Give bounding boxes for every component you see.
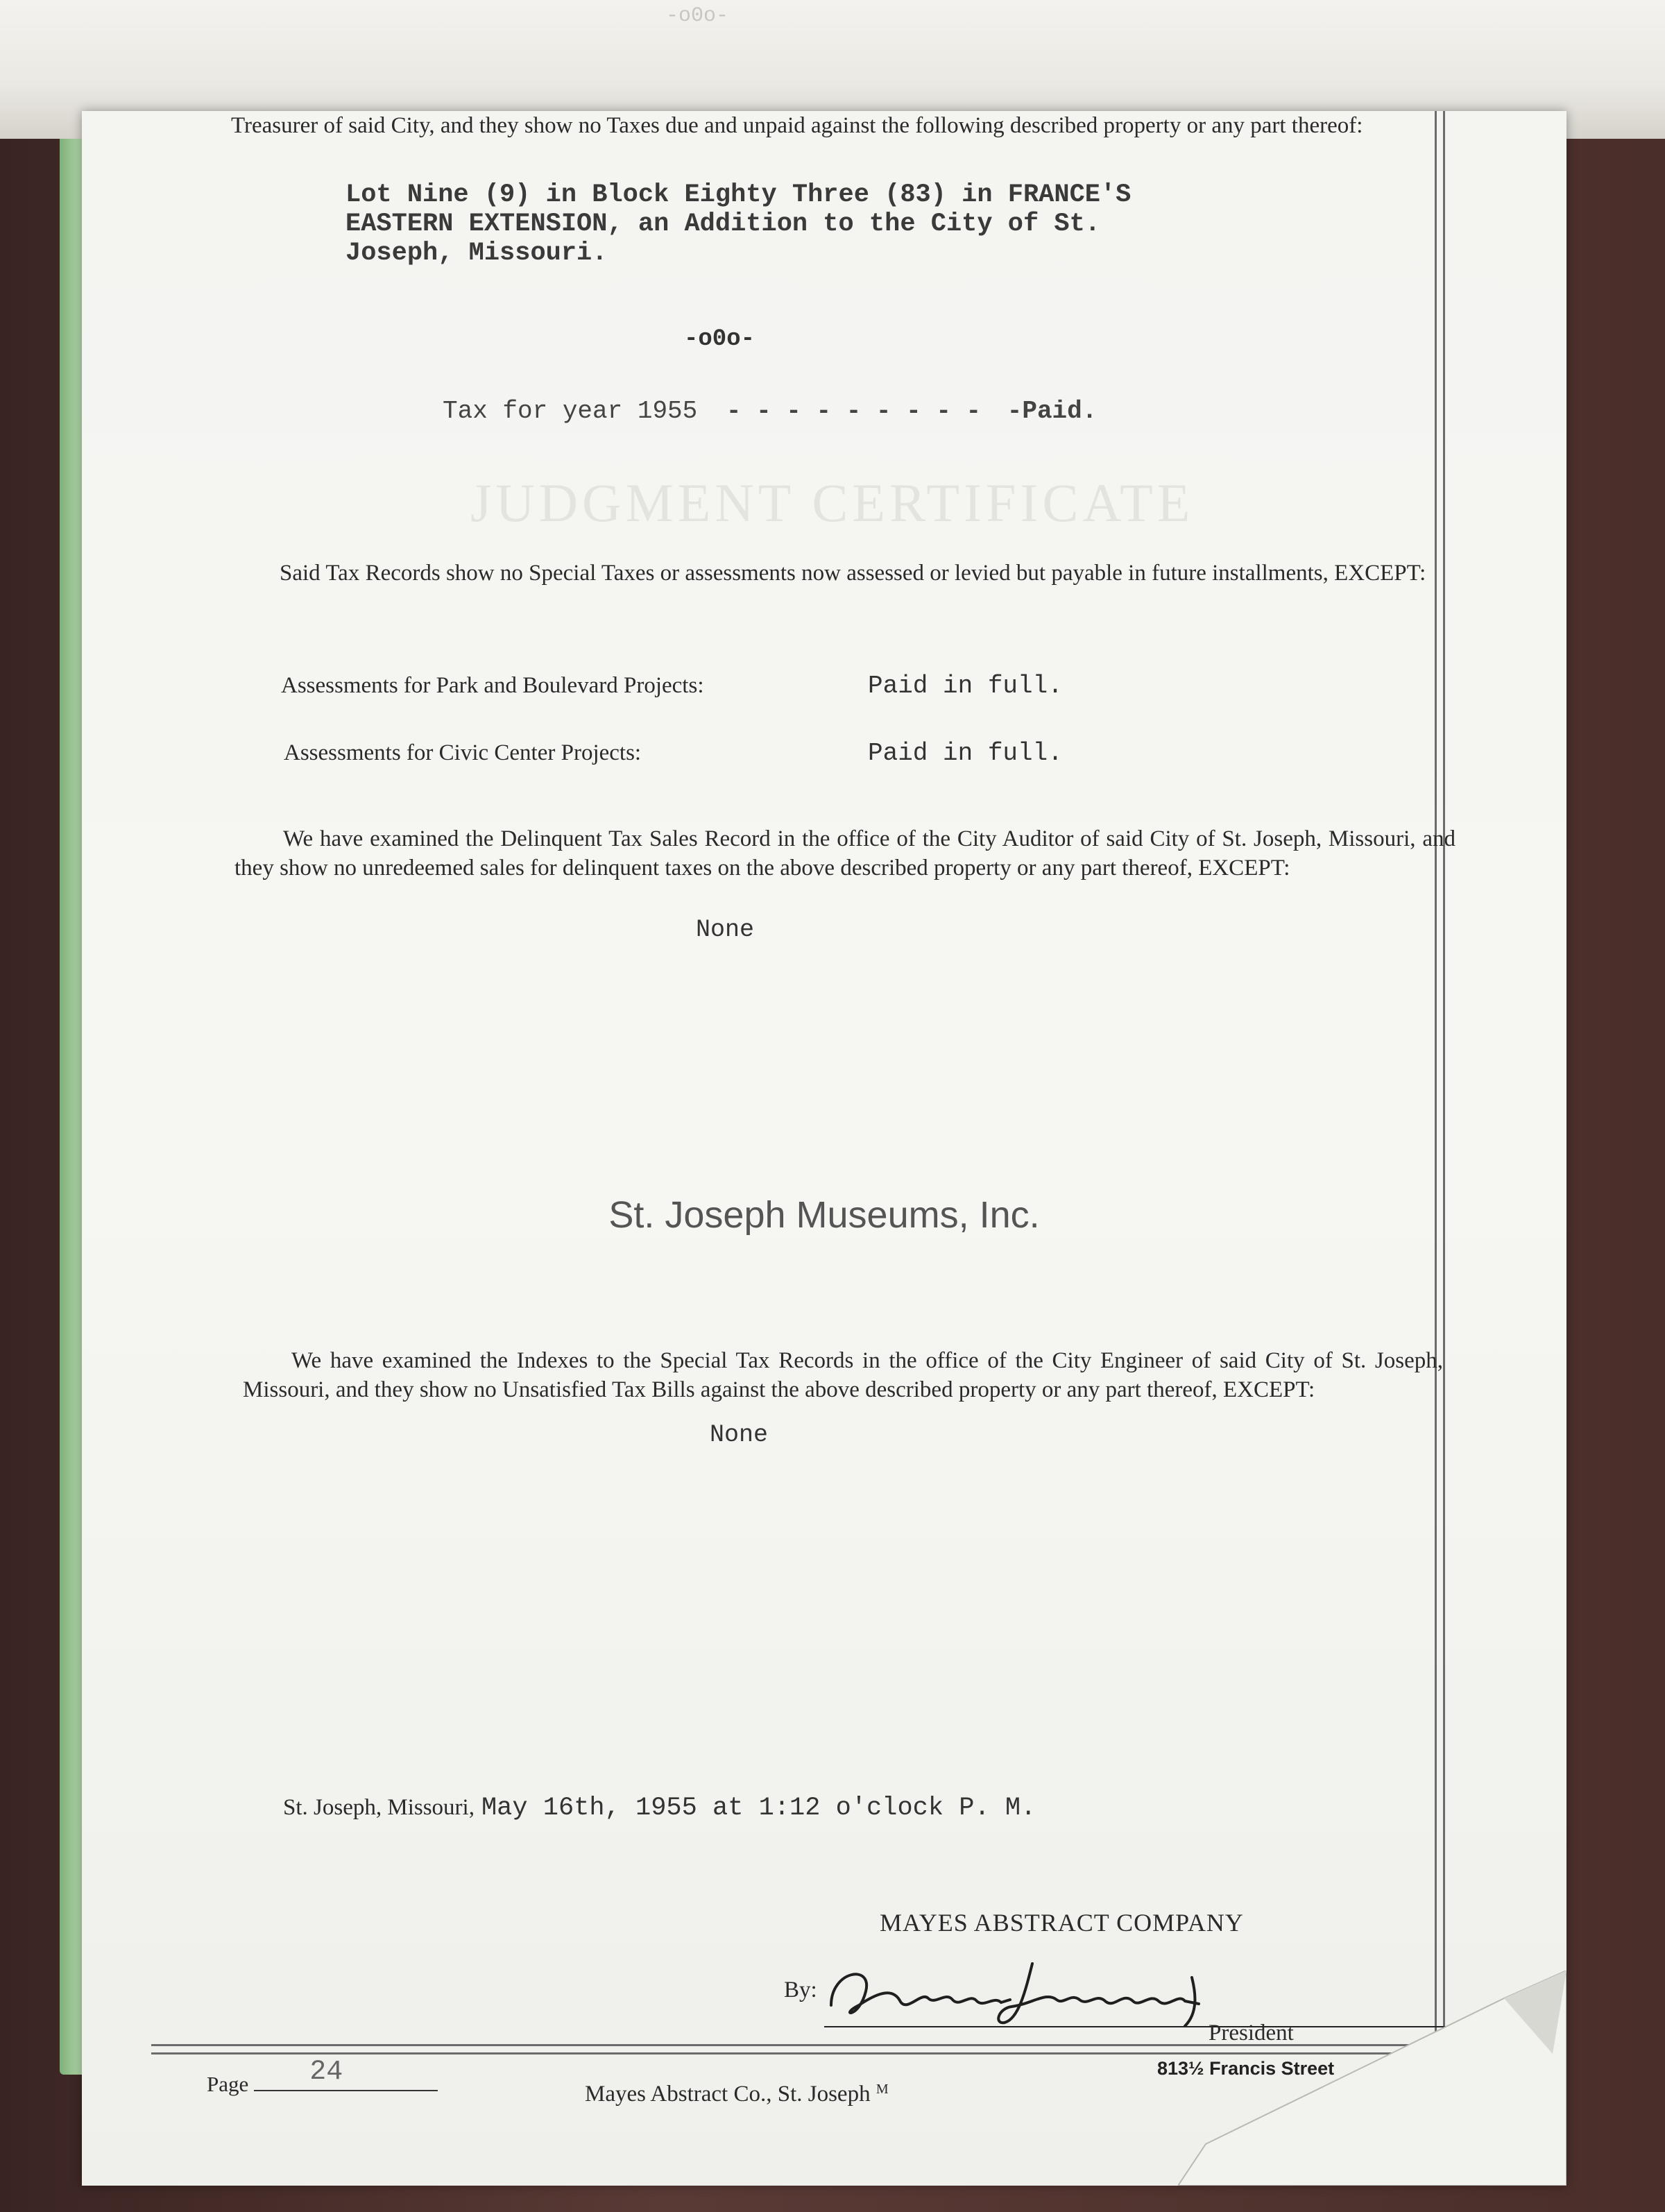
special-taxes-paragraph: Said Tax Records show no Special Taxes or assessments now assessed or levied but payable in future installments, EXCEPT: bbox=[280, 561, 1426, 586]
footer-company-tail: M bbox=[876, 2082, 889, 2097]
indexes-value: None bbox=[710, 1421, 769, 1449]
tax-year-line bbox=[443, 397, 1097, 425]
intro-paragraph: Treasurer of said City, and they show no Taxes due and unpaid against the following described property or any part thereof: bbox=[231, 113, 1363, 138]
delinquent-paragraph: We have examined the Delinquent Tax Sales Record in the office of the City Auditor of said City of St. Joseph, Missouri, and they show no unredeemed sales for delinquent taxes on the above described property or any part thereof, EXCEPT: bbox=[234, 826, 1455, 880]
folded-corner bbox=[1178, 1971, 1566, 2186]
assessment-row-civic bbox=[284, 740, 641, 766]
page-label: Page bbox=[207, 2072, 249, 2096]
dateline-place: St. Joseph, Missouri, bbox=[283, 1795, 475, 1820]
assessment-status: Paid in full. bbox=[868, 672, 1063, 700]
footer-company-text: Mayes Abstract Co., St. Joseph bbox=[585, 2082, 871, 2107]
tax-year-status: -Paid. bbox=[1007, 397, 1098, 425]
museum-watermark: St. Joseph Museums, Inc. bbox=[608, 1194, 1040, 1236]
footer-address: 813½ Francis Street bbox=[1157, 2058, 1335, 2079]
company-name: MAYES ABSTRACT COMPANY bbox=[880, 1909, 1244, 1937]
page-number-line bbox=[254, 2057, 438, 2091]
property-line-2: EASTERN EXTENSION, an Addition to the City of St. bbox=[345, 210, 1100, 239]
bleed-through-text: JUDGMENT CERTIFICATE bbox=[470, 473, 1195, 533]
by-label: By: bbox=[784, 1977, 817, 2002]
previous-page-mark: -o0o- bbox=[666, 4, 729, 28]
property-line-3: Joseph, Missouri. bbox=[345, 239, 608, 268]
tax-year-dashes: - - - - - - - - - bbox=[726, 397, 982, 425]
footer-company bbox=[585, 2082, 889, 2107]
property-description bbox=[345, 180, 1131, 268]
signer-title: President bbox=[1209, 2020, 1294, 2045]
tax-year-label: Tax for year 1955 bbox=[443, 397, 698, 425]
right-border-rule bbox=[1435, 111, 1437, 2082]
page-number: 24 bbox=[309, 2057, 343, 2088]
assessment-status: Paid in full. bbox=[868, 739, 1063, 767]
document-page bbox=[82, 111, 1566, 2186]
page-number-field bbox=[207, 2057, 438, 2097]
assessment-row-park bbox=[281, 673, 704, 699]
assessment-label: Assessments for Park and Boulevard Projects: bbox=[281, 673, 704, 698]
dateline-date: May 16th, 1955 at 1:12 o'clock P. M. bbox=[481, 1794, 1036, 1823]
separator-mark: -o0o- bbox=[684, 326, 755, 352]
right-border-rule-inner bbox=[1443, 111, 1445, 2082]
dateline bbox=[283, 1794, 1036, 1823]
delinquent-value: None bbox=[696, 916, 755, 944]
assessment-label: Assessments for Civic Center Projects: bbox=[284, 740, 642, 765]
indexes-paragraph: We have examined the Indexes to the Special Tax Records in the office of the City Engineer of said City of St. Joseph, Missouri, and they show no Unsatisfied Tax Bills against the above described property or any part thereof, EXCEPT: bbox=[243, 1348, 1443, 1402]
property-line-1: Lot Nine (9) in Block Eighty Three (83) in FRANCE'S bbox=[345, 180, 1132, 210]
